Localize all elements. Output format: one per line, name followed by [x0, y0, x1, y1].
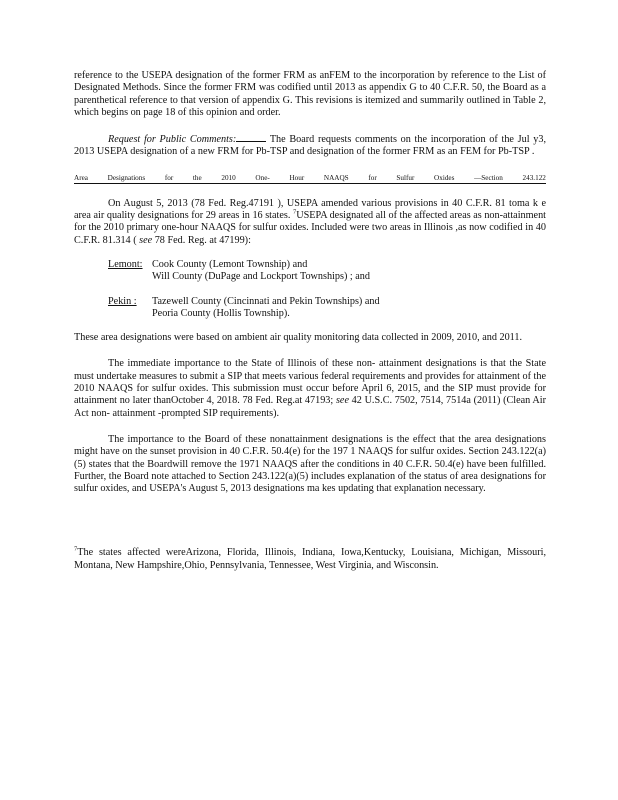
section-heading	[74, 173, 546, 184]
footnote-number: 7	[74, 546, 78, 554]
spacer	[108, 284, 546, 296]
heading-word: for	[164, 173, 174, 182]
paragraph-frm-reference: reference to the USEPA designation of the former FRM as anFEM to the incorporation by reference to the List of Designated Methods. Since the former FRM was codified until 2013 as appendix G to 40 C.F.R. 50, the Board as a parenthetical reference to that version of appendix G. This revisions is itemized and summarily outlined in Table 2, which begins on page 18 of this opinion and order.	[74, 70, 546, 118]
request-comments-label: Request for Public Comments:	[108, 134, 237, 146]
paragraph-designation-basis: These area designations were based on ambient air quality monitoring data collected in 2009, 2010, and 2011.	[74, 332, 523, 344]
area-text-pekin-2: Peoria County (Hollis Township).	[152, 307, 290, 319]
heading-word: Sulfur	[396, 173, 415, 182]
heading-word: 243.122	[522, 173, 546, 182]
spacer	[74, 247, 546, 259]
heading-word: Designations	[107, 173, 146, 182]
spacer	[74, 495, 546, 547]
spacer	[74, 320, 546, 332]
heading-word: Oxides	[434, 173, 455, 182]
amendment-text-b: USEPA designated all of the affected areas as non-attainment for the 2010 primary one-hour NAAQS for sulfur oxides. Included were two areas in Illinois ,as now codified in 40 C.F.R. 81.314 (	[74, 210, 546, 246]
state-importance-text-b: 42 U.S.C. 7502, 7514, 7514a (2011) (Clean Air Act non- attainment -prompted SIP requirements).	[74, 395, 547, 419]
heading-word: Hour	[289, 173, 305, 182]
heading-word: Area	[74, 173, 88, 182]
area-text-lemont-1: Cook County (Lemont Township) and	[152, 258, 308, 270]
area-text-lemont-2: Will County (DuPage and Lockport Townships) ; and	[152, 271, 370, 283]
area-lemont	[108, 259, 546, 271]
paragraph-august-amendment	[74, 198, 546, 247]
paragraph-state-importance	[74, 358, 546, 419]
request-comments-text: The Board requests comments on the incorporation of the Jul y3, 2013 USEPA designation of a new FRM for Pb-TSP and designation of the former FRM as an FEM for Pb-TSP .	[74, 134, 546, 158]
paragraph-request-comments	[74, 133, 546, 159]
heading-word: the	[192, 173, 202, 182]
request-underline	[236, 133, 266, 142]
area-list	[108, 259, 546, 320]
heading-word: —Section	[474, 173, 503, 182]
spacer	[74, 119, 546, 133]
state-importance-text-a: The immediate importance to the State of Illinois of these non- attainment designations is that the State must undertake measures to submit a SIP that meets various federal requirements and provides for attainment of the 2010 NAAQS for sulfur oxides. This submission must occur before April 6, 2015, and the SIP must provide for attainment no later thanOctober 4, 2018. 78 Fed. Reg.at 47193;	[74, 358, 546, 407]
heading-word: One-	[255, 173, 270, 182]
area-pekin	[108, 296, 546, 308]
area-text-pekin-1: Tazewell County (Cincinnati and Pekin Townships) and	[152, 295, 380, 307]
heading-word: 2010	[221, 173, 236, 182]
amendment-text-c: 78 Fed. Reg. at 47199):	[152, 234, 251, 246]
document-page	[74, 70, 546, 572]
heading-word: for	[368, 173, 377, 182]
paragraph-board-importance: The importance to the Board of these nonattainment designations is the effect that the area designations might have on the sunset provision in 40 C.F.R. 50.4(e) for the 197 1 NAAQS for sulfur oxides. Section 243.122(a)(5) states that the Boardwill remove the 1971 NAAQS after the conditions in 40 C.F.R. 50.4(e) have been fulfilled. Further, the Board note attached to Section 243.122(a)(5) includes explanation of the status of area designations for sulfur oxides, and USEPA's August 5, 2013 designations ma kes updating that explanation necessary.	[74, 433, 546, 495]
see-signal: see	[335, 395, 349, 407]
spacer	[74, 344, 546, 358]
footnote	[74, 547, 546, 572]
footnote-ref: 7	[292, 208, 297, 216]
area-label-lemont: Lemont:	[108, 258, 143, 270]
spacer	[74, 184, 546, 198]
area-label-pekin: Pekin :	[108, 295, 137, 307]
amendment-text-a: On August 5, 2013 (78 Fed. Reg.47191 ), USEPA amended various provisions in 40 C.F.R. 81 toma k e area air quality designations for 29 areas in 16 states.	[74, 197, 546, 222]
spacer	[74, 159, 546, 173]
see-signal: see	[139, 234, 153, 246]
spacer	[74, 420, 546, 434]
heading-word: NAAQS	[323, 173, 349, 182]
footnote-text: The states affected wereArizona, Florida, Illinois, Indiana, Iowa,Kentucky, Louisiana, Michigan, Missouri, Montana, New Hampshire,Ohio, Pennsylvania, Tennessee, West Virginia, and Wisconsin.	[74, 547, 546, 571]
